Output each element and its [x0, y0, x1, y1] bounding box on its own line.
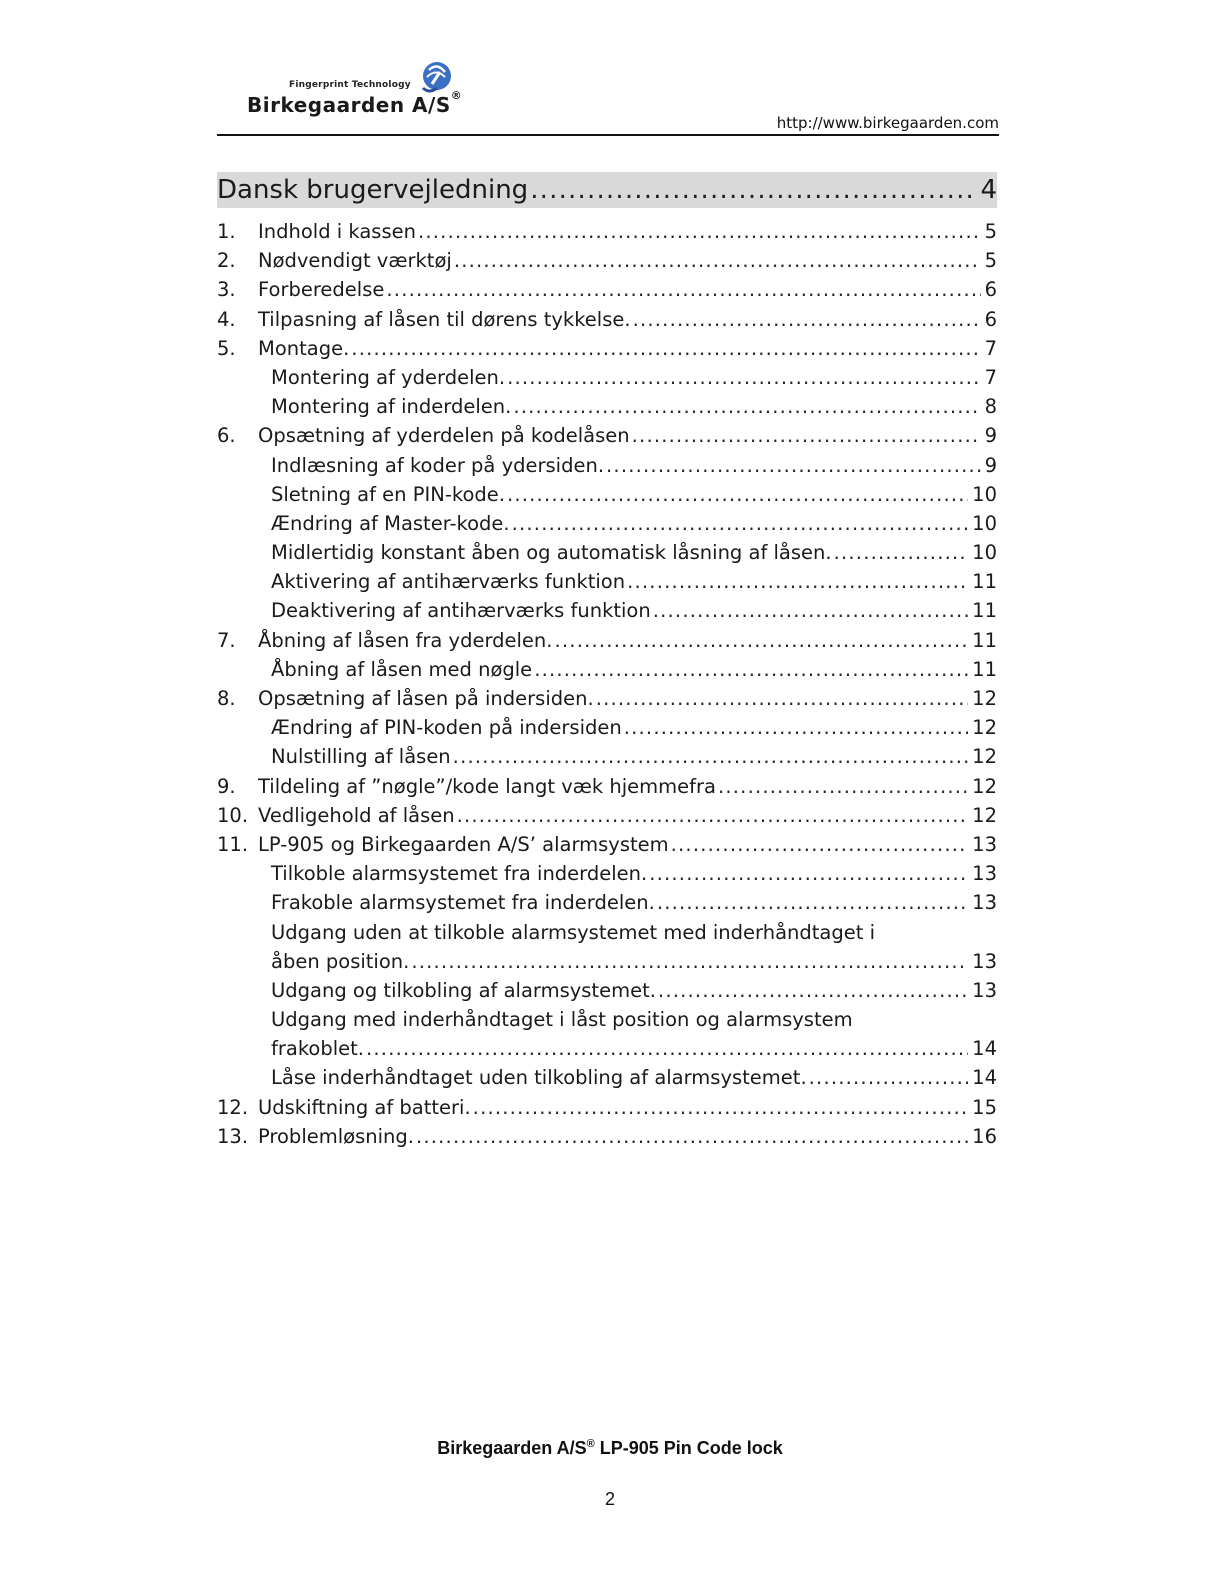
- toc-leader-dots: [647, 862, 968, 885]
- toc-entry-label: Låse inderhåndtaget uden tilkobling af alarmsystemet.: [271, 1066, 807, 1090]
- toc-entry-page: 5: [984, 220, 997, 243]
- toc-entry-number: 10.: [217, 803, 249, 827]
- toc-entry[interactable]: [217, 716, 997, 745]
- toc-entry-page: 13: [972, 862, 997, 886]
- toc-leader-dots: [471, 1096, 969, 1119]
- table-of-contents: [217, 172, 997, 1154]
- toc-entry-page: 15: [972, 1095, 997, 1119]
- footer-product: LP-905 Pin Code lock: [594, 1438, 783, 1458]
- website-url[interactable]: http://www.birkegaarden.com: [776, 114, 999, 132]
- toc-entry-label: Nødvendigt værktøj: [258, 249, 452, 273]
- toc-entry[interactable]: [217, 278, 997, 307]
- toc-leader-dots: [364, 1037, 968, 1060]
- toc-leader-dots: [349, 337, 980, 360]
- toc-entry[interactable]: [217, 775, 997, 804]
- toc-entry-page: 14: [972, 1037, 997, 1061]
- toc-entry-label: Deaktivering af antihærværks funktion: [271, 599, 651, 623]
- toc-entry[interactable]: [217, 366, 997, 395]
- footer-title: [0, 1438, 1220, 1459]
- toc-heading-label: Dansk brugervejledning: [217, 175, 529, 205]
- toc-entry-number: 13.: [217, 1124, 249, 1148]
- toc-entry[interactable]: [217, 599, 997, 628]
- toc-leader-dots: [832, 541, 969, 564]
- toc-leader-dots: [532, 658, 968, 681]
- toc-entry-page: 12: [972, 745, 997, 769]
- toc-entry-label: Indlæsning af koder på ydersiden.: [271, 453, 605, 477]
- toc-entry-number: 6.: [217, 424, 236, 448]
- toc-entry-page: 12: [972, 803, 997, 827]
- footer-company: Birkegaarden A/S: [437, 1438, 587, 1458]
- toc-entry-page: 9: [984, 424, 997, 448]
- company-logo: [247, 60, 487, 118]
- toc-entry-label: Montage.: [258, 336, 350, 360]
- toc-entry-label: Frakoble alarmsystemet fra inderdelen.: [271, 891, 655, 915]
- toc-entry-page: 7: [984, 365, 997, 389]
- toc-entry-page: 6: [984, 278, 997, 302]
- toc-entry-page: 13: [972, 978, 997, 1002]
- toc-entry[interactable]: [217, 395, 997, 424]
- toc-entry-label: Forberedelse: [258, 278, 385, 302]
- toc-entry-page: 11: [972, 628, 997, 652]
- toc-leader-dots: [505, 483, 968, 506]
- toc-entry[interactable]: [217, 1037, 997, 1066]
- toc-entry-label: Nulstilling af låsen: [271, 745, 451, 769]
- toc-entry[interactable]: [217, 1096, 997, 1125]
- toc-entry-page: 13: [972, 891, 997, 915]
- footer-registered-mark: ®: [586, 1438, 595, 1450]
- toc-entry-label: Ændring af PIN-koden på indersiden: [271, 716, 622, 740]
- toc-entry-label: Udgang med inderhåndtaget i låst position og alarmsystem: [271, 1008, 853, 1032]
- toc-entry-label: LP-905 og Birkegaarden A/S’ alarmsystem: [258, 832, 669, 856]
- toc-entry-label: Opsætning af yderdelen på kodelåsen: [258, 424, 630, 448]
- toc-entry-page: 11: [972, 599, 997, 623]
- toc-entry[interactable]: [217, 804, 997, 833]
- toc-entry-page: 5: [984, 249, 997, 273]
- toc-entry[interactable]: [217, 950, 997, 979]
- toc-entry-page: 12: [972, 774, 997, 798]
- toc-entry[interactable]: [217, 833, 997, 862]
- toc-entry[interactable]: [217, 483, 997, 512]
- toc-entry[interactable]: [217, 1125, 997, 1154]
- toc-leader-dots: [510, 512, 969, 535]
- toc-entry-number: 3.: [217, 278, 236, 302]
- toc-entry-page: 13: [972, 949, 997, 973]
- toc-entry-label: Åbning af låsen fra yderdelen.: [258, 628, 553, 652]
- toc-entry-page: 7: [984, 336, 997, 360]
- toc-leader-dots: [553, 629, 969, 652]
- toc-entry-label: Aktivering af antihærværks funktion: [271, 570, 626, 594]
- toc-entry[interactable]: [217, 424, 997, 453]
- toc-leader-dots: [630, 424, 981, 447]
- toc-entry[interactable]: [217, 337, 997, 366]
- toc-entry[interactable]: [217, 921, 997, 950]
- toc-leader-dots: [604, 454, 981, 477]
- toc-entry[interactable]: [217, 862, 997, 891]
- toc-entry-number: 2.: [217, 249, 236, 273]
- toc-leader-dots: [716, 775, 968, 798]
- toc-leader-dots: [651, 599, 968, 622]
- toc-entry-label: Åbning af låsen med nøgle: [271, 657, 533, 681]
- toc-entry-label: Sletning af en PIN-kode.: [271, 482, 505, 506]
- toc-entry[interactable]: [217, 629, 997, 658]
- toc-entry[interactable]: [217, 658, 997, 687]
- toc-entry-page: 11: [972, 570, 997, 594]
- toc-entry-label: Indhold i kassen: [258, 220, 416, 243]
- toc-entry-label: Ændring af Master-kode.: [271, 511, 510, 535]
- toc-leader-dots: [451, 745, 969, 768]
- toc-heading-page: 4: [980, 175, 997, 205]
- toc-entry-number: 8.: [217, 687, 236, 710]
- toc-leader-dots: [656, 979, 968, 1002]
- toc-entry-page: 11: [972, 657, 997, 681]
- toc-entry-number: 4.: [217, 307, 236, 331]
- toc-entry[interactable]: [217, 249, 997, 278]
- toc-leader-dots: [452, 249, 981, 272]
- toc-leader-dots: [414, 1125, 968, 1148]
- toc-leader-dots: [511, 395, 980, 418]
- toc-leader-dots: [455, 804, 969, 827]
- toc-leader-dots: [807, 1066, 969, 1089]
- toc-entry-page: 12: [972, 687, 997, 710]
- toc-entry-number: 1.: [217, 220, 236, 243]
- toc-entry[interactable]: [217, 308, 997, 337]
- header-divider: [217, 134, 999, 136]
- toc-entry[interactable]: [217, 979, 997, 1008]
- toc-leader-dots: [505, 366, 981, 389]
- toc-entry-label: Montering af inderdelen.: [271, 395, 512, 419]
- toc-entry-page: 13: [972, 832, 997, 856]
- toc-leader-dots: [669, 833, 969, 856]
- toc-entry-label: Udgang og tilkobling af alarmsystemet.: [271, 978, 656, 1002]
- toc-entry[interactable]: [217, 454, 997, 483]
- toc-entry-number: 9.: [217, 774, 236, 798]
- toc-entry[interactable]: [217, 745, 997, 774]
- toc-entry-label: Tilkoble alarmsystemet fra inderdelen.: [271, 862, 648, 886]
- fingerprint-logo-icon: [415, 60, 455, 94]
- toc-entry[interactable]: [217, 512, 997, 541]
- toc-entry-label: Opsætning af låsen på indersiden.: [258, 687, 594, 710]
- toc-leader-dots: [655, 891, 968, 914]
- toc-leader-dots: [528, 175, 976, 205]
- toc-entry-label: Tilpasning af låsen til dørens tykkelse.: [258, 307, 631, 331]
- toc-entry-page: 16: [972, 1124, 997, 1148]
- page-number: 2: [604, 1489, 615, 1509]
- toc-leader-dots: [416, 220, 981, 243]
- toc-leader-dots: [622, 716, 968, 739]
- toc-entry-number: 12.: [217, 1095, 249, 1119]
- toc-entry-number: 7.: [217, 628, 236, 652]
- toc-entry-page: 6: [984, 307, 997, 331]
- toc-entry-label: Midlertidig konstant åben og automatisk låsning af låsen.: [271, 541, 832, 565]
- toc-heading[interactable]: [217, 172, 997, 208]
- toc-entry-page: 9: [984, 453, 997, 477]
- toc-entry-page: 10: [972, 541, 997, 565]
- toc-entry-label: Udskiftning af batteri.: [258, 1095, 471, 1119]
- toc-entry-label: Vedligehold af låsen: [258, 803, 455, 827]
- toc-leader-dots: [409, 950, 968, 973]
- toc-entry-page: 12: [972, 716, 997, 740]
- toc-entry-page: 14: [972, 1066, 997, 1090]
- logo-name: Birkegaarden A/S: [247, 93, 451, 117]
- toc-entry-page: 10: [972, 511, 997, 535]
- logo-registered-mark: ®: [450, 89, 463, 102]
- toc-entry[interactable]: [217, 891, 997, 920]
- toc-entry-page: 10: [972, 482, 997, 506]
- toc-entry-label: frakoblet.: [271, 1037, 364, 1061]
- page-header: [217, 56, 999, 138]
- toc-entry-page: 8: [984, 395, 997, 419]
- toc-entries: [217, 220, 997, 1154]
- toc-entry-number: 5.: [217, 336, 236, 360]
- toc-leader-dots: [625, 570, 968, 593]
- toc-leader-dots: [384, 278, 980, 301]
- toc-entry-label: Udgang uden at tilkoble alarmsystemet med inderhåndtaget i: [271, 920, 875, 944]
- toc-leader-dots: [631, 308, 981, 331]
- toc-entry-number: 11.: [217, 832, 249, 856]
- toc-entry-label: åben position.: [271, 949, 410, 973]
- toc-entry-label: Montering af yderdelen.: [271, 365, 506, 389]
- toc-entry[interactable]: [217, 1008, 997, 1037]
- toc-leader-dots: [594, 687, 968, 710]
- toc-entry-label: Tildeling af ”nøgle”/kode langt væk hjemmefra: [258, 774, 716, 798]
- toc-entry[interactable]: [217, 687, 997, 716]
- toc-entry[interactable]: [217, 541, 997, 570]
- toc-entry[interactable]: [217, 220, 997, 249]
- toc-entry[interactable]: [217, 1066, 997, 1095]
- toc-entry-label: Problemløsning.: [258, 1124, 414, 1148]
- logo-tagline: Fingerprint Technology: [289, 80, 411, 90]
- toc-entry[interactable]: [217, 570, 997, 599]
